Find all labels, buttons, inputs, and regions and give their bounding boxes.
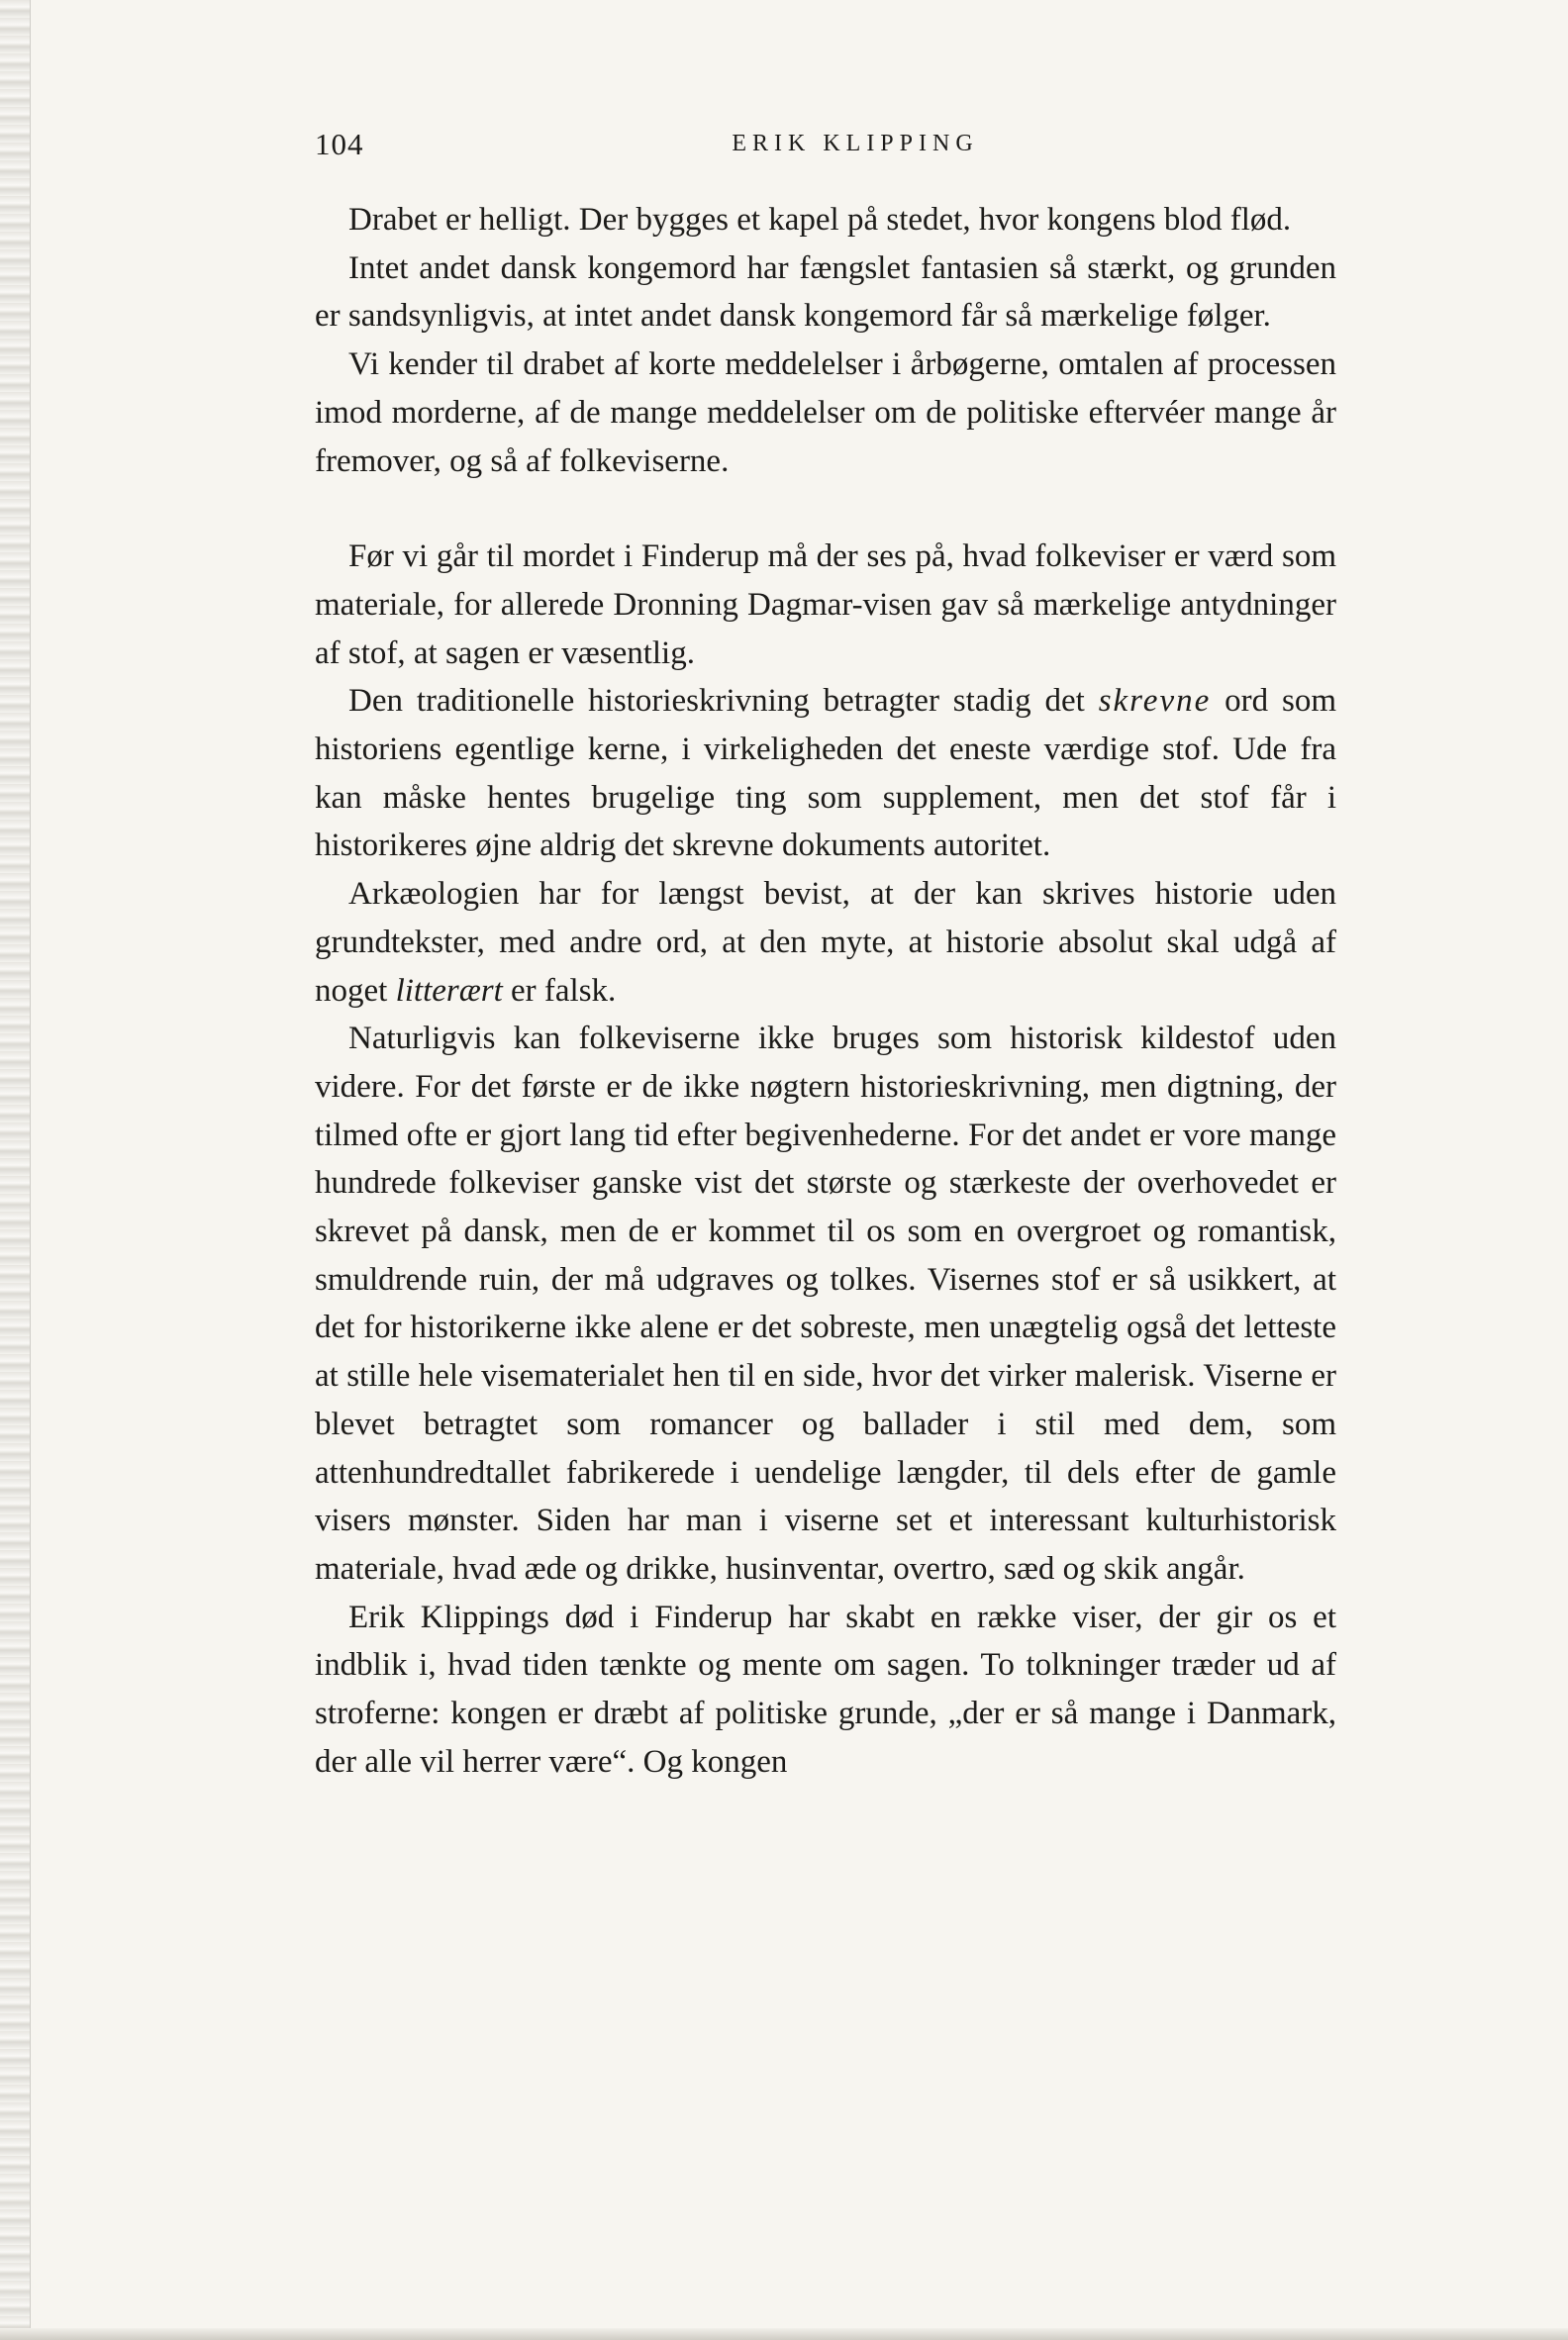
- page-edge-shadow: [0, 0, 31, 2340]
- running-title: ERIK KLIPPING: [732, 131, 979, 156]
- emphasized-word: litterært: [395, 972, 503, 1009]
- emphasized-word: skrevne: [1098, 683, 1212, 720]
- paragraph: [315, 870, 1336, 1015]
- paragraph: Naturligvis kan folkeviserne ikke bruges som historisk kildestof uden videre. For det første er de ikke nøgtern historieskrivning, men digtning, der tilmed ofte er gjort lang tid efter begivenhederne. For det andet er vore mange hundrede folkeviser ganske vist det største og stærkeste der overhovedet er skrevet på dansk, men de er kommet til os som en overgroet og romantisk, smuldrende ruin, der må udgraves og tolkes. Visernes stof er så usikkert, at det for historikerne ikke alene er det sobreste, men unægtelig også det letteste at stille hele visematerialet hen til en side, hvor det virker malerisk. Viserne er blevet betragtet som romancer og ballader i stil med dem, som attenhundredtallet fabrikerede i uendelige længder, til dels efter de gamle visers mønster. Siden har man i viserne set et interessant kulturhistorisk materiale, hvad æde og drikke, husinventar, overtro, sæd og skik angår.: [315, 1021, 1336, 1587]
- text-run: Den traditionelle historieskrivning betragter stadig det: [348, 683, 1099, 720]
- text-run: ord som historiens egentlige kerne, i virkeligheden det eneste værdige stof. Ude fra kan måske hentes brugelige ting som supplement, men det stof får i historikeres øjne aldrig det skrevne dokuments autoritet.: [315, 683, 1336, 864]
- page-header: [315, 127, 1336, 176]
- page-number: 104: [315, 127, 364, 161]
- bottom-edge-shadow: [0, 2328, 1568, 2340]
- paragraph: [315, 677, 1336, 870]
- paragraph: Erik Klippings død i Finderup har skabt en række viser, der gir os et indblik i, hvad tiden tænkte og mente om sagen. To tolkninger træder ud af stroferne: kongen er dræbt af politiske grunde, „der er så mange i Danmark, der alle vil herrer være“. Og kongen: [315, 1599, 1336, 1780]
- paragraph: Vi kender til drabet af korte meddelelser i årbøgerne, omtalen af processen imod morderne, af de mange meddelelser om de politiske eftervéer mange år fremover, og så af folkeviserne.: [315, 346, 1336, 479]
- text-run: Arkæologien har for længst bevist, at der kan skrives historie uden grundtekster, med andre ord, at den myte, at historie absolut skal udgå af noget: [315, 876, 1336, 1009]
- paragraph: Før vi går til mordet i Finderup må der ses på, hvad folkeviser er værd som materiale, for allerede Dronning Dagmar-visen gav så mærkelige antydninger af stof, at sagen er væsentlig.: [315, 538, 1336, 671]
- body-text: [315, 196, 1336, 1787]
- paragraph: Drabet er helligt. Der bygges et kapel på stedet, hvor kongens blod flød.: [348, 202, 1292, 238]
- text-run: er falsk.: [502, 972, 617, 1009]
- paragraph: Intet andet dansk kongemord har fængslet fantasien så stærkt, og grunden er sandsynligvis, at intet andet dansk kongemord får så mærkelige følger.: [315, 249, 1336, 335]
